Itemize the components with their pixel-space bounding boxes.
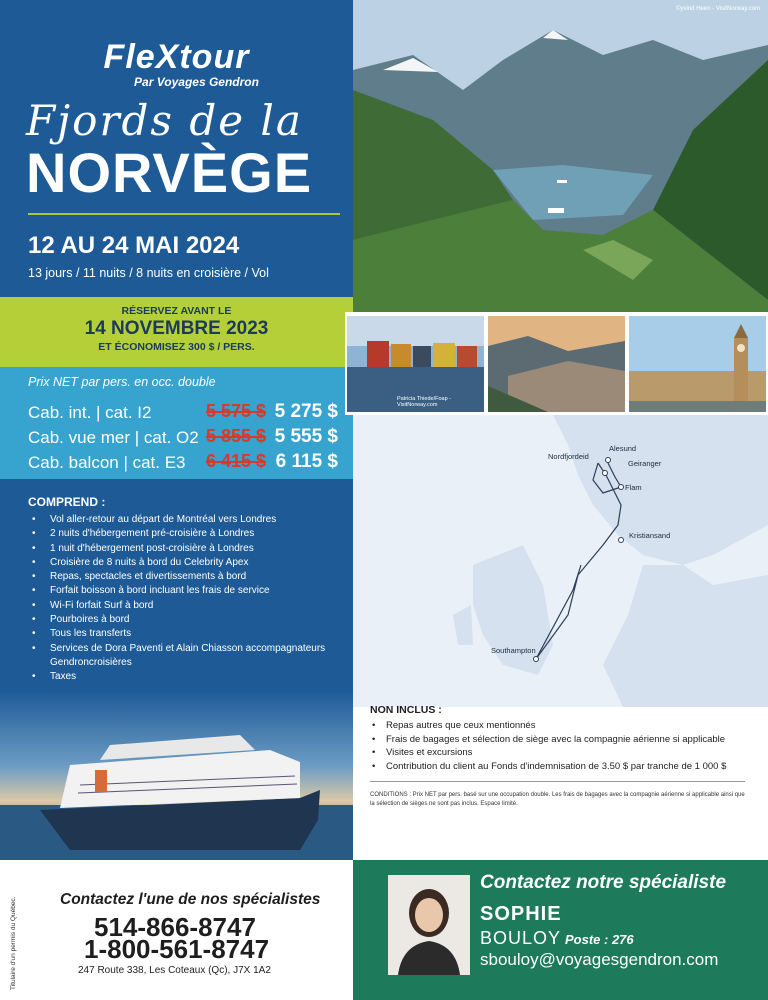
port-label: Nordfjordeid [548,452,589,461]
list-item: • Tous les transferts [28,627,348,641]
cabin-label: Cab. int. | cat. I2 [28,403,152,422]
port-label: Flam [625,483,642,492]
promo-deadline: 14 NOVEMBRE 2023 [84,318,269,339]
list-item: • Forfait boisson à bord incluant les frais de service [28,584,348,598]
cabin-label: Cab. balcon | cat. E3 [28,453,186,472]
photo-credit: Patricia Thiede/Foap - VisitNorway.com [397,396,452,408]
fjord-illustration [353,0,768,312]
not-included-list [370,719,750,773]
list-item: • Pourboires à bord [28,613,348,627]
list-item: • Taxes [28,670,348,684]
specialist-photo [388,875,470,975]
brand-name: FleXtour [103,38,250,76]
contact-heading: Contactez l'une de nos spécialistes [60,891,321,908]
promo-banner [0,297,353,367]
left-panel [0,0,353,860]
includes-section [28,495,348,685]
photo-thumbnails [345,312,768,415]
specialist-email-link[interactable]: sbouloy@voyagesgendron.com [480,950,719,969]
cabin-label: Cab. vue mer | cat. O2 [28,428,199,447]
port-label: Kristiansand [629,531,671,540]
price-header: Prix NET par pers. en occ. double [28,375,216,389]
cruise-ship-image [0,690,353,860]
specialist-last-name: BOULOY [480,928,562,948]
price-box [0,367,353,479]
new-price: 5 555 $ [274,426,338,447]
includes-list [28,513,348,685]
list-item: • Contribution du client au Fonds d'indemnisation de 3.50 $ par tranche de 1 000 $ [370,760,750,774]
price-row [28,451,338,475]
trip-duration: 13 jours / 11 nuits / 8 nuits en croisière / Vol [28,266,269,280]
old-price: 5 855 $ [205,426,266,446]
fjord-photo [353,0,768,312]
thumb-alesund-photo [488,316,625,412]
port-label: Southampton [491,646,536,655]
route-map [353,415,768,707]
page-title: NORVÈGE [26,141,313,204]
promo-line-1: RÉSERVEZ AVANT LE [121,305,232,317]
not-included-title: NON INCLUS : [370,704,442,716]
price-row [28,401,338,425]
london-illustration [629,316,766,412]
list-item: • Repas, spectacles et divertissements à bord [28,570,348,584]
brand-subtitle: Par Voyages Gendron [134,75,259,89]
list-item: • Visites et excursions [370,746,750,760]
address: 247 Route 338, Les Coteaux (Qc), J7X 1A2 [78,965,271,976]
specialist-heading: Contactez notre spécialiste [480,872,727,893]
divider [370,781,745,782]
new-price: 5 275 $ [274,401,338,422]
permit-note: Titulaire d'un permis du Québec. [10,896,17,990]
town-illustration [488,316,625,412]
phone-tollfree[interactable]: 1-800-561-8747 [84,934,270,964]
list-item: • Wi-Fi forfait Surf à bord [28,599,348,613]
title-script: Fjords de la [26,96,303,145]
price-row [28,426,338,450]
port-label: Geiranger [628,459,662,468]
specialist-first-name: SOPHIE [480,903,562,925]
includes-title: COMPREND : [28,495,106,509]
trip-dates: 12 AU 24 MAI 2024 [28,232,240,259]
old-price: 5 575 $ [205,401,266,421]
thumb-village-photo [347,316,484,412]
conditions-text: CONDITIONS : Prix NET par pers. basé sur une occupation double. Les frais de bagages avec la compagnie aérienne si applicable ainsi que la sélection de sièges ne sont pas inclus. Espace limité. [370,792,745,807]
title-divider [28,213,340,215]
list-item: • Croisière de 8 nuits à bord du Celebrity Apex [28,556,348,570]
list-item: • 1 nuit d'hébergement post-croisière à Londres [28,542,348,556]
brand-logo [0,38,353,89]
list-item: • Services de Dora Paventi et Alain Chiasson accompagnateurs Gendroncroisières [28,642,348,671]
not-included-section [370,704,750,773]
list-item: • Repas autres que ceux mentionnés [370,719,750,733]
new-price: 6 115 $ [275,451,338,472]
list-item: • Vol aller-retour au départ de Montréal vers Londres [28,513,348,527]
promo-savings: ET ÉCONOMISEZ 300 $ / PERS. [98,341,255,353]
phone-local[interactable]: 514-866-8747 [94,912,256,942]
photo-credit: ©yvind Heen - VisitNorway.com [676,6,760,12]
avatar [388,875,470,975]
list-item: • 2 nuits d'hébergement pré-croisière à Londres [28,527,348,541]
port-label: Alesund [609,444,637,453]
thumb-london-photo [629,316,766,412]
old-price: 6 415 $ [205,451,266,471]
specialist-extension: Poste : 276 [565,932,634,947]
list-item: • Frais de bagages et sélection de siège avec la compagnie aérienne si applicable [370,733,750,747]
